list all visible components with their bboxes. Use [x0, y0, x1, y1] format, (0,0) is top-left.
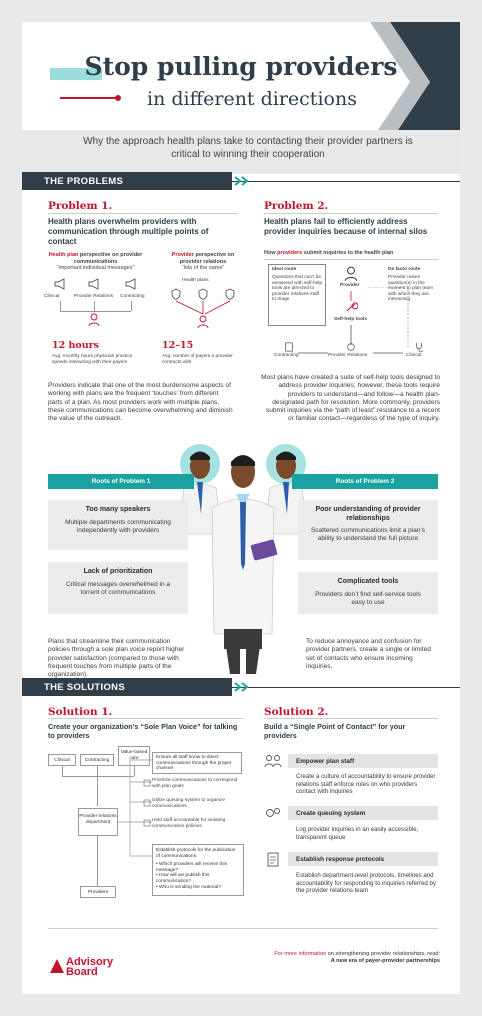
note-prioritize: Prioritize communications to correspond with plan goals: [152, 778, 238, 789]
problem1-label: Problem 1.: [48, 200, 113, 212]
roots-problem1-bar: Roots of Problem 1: [48, 474, 194, 489]
connector: [131, 301, 132, 311]
step-establish-response-protocols: Establish response protocols: [288, 852, 438, 866]
node-clinical: Clinical: [406, 353, 422, 358]
section-rule: [232, 687, 460, 688]
megaphone-icon: [88, 278, 100, 290]
shield-icon: [170, 288, 182, 300]
page-title: Stop pulling providers: [84, 52, 398, 81]
infographic-page: [22, 22, 460, 994]
note-queuing: Utilize queuing system to organize communications: [152, 798, 226, 809]
stat-payers-text: Avg. number of payers a provider contracts with: [162, 354, 233, 365]
connector: [94, 301, 95, 311]
box-provider-relations-department: Provider relations department: [78, 808, 118, 836]
icon-label-clinical: Clinical: [44, 294, 60, 299]
megaphone-icon: [125, 278, 137, 290]
shield-icon: [224, 288, 236, 300]
ideal-route-title: Ideal route: [272, 267, 297, 272]
checklist-icon: [143, 819, 151, 827]
connector: [97, 766, 98, 806]
gears-icon: [264, 806, 282, 820]
node-contracting: Contracting: [274, 353, 299, 358]
problem2-body: Most plans have created a suite of self-help tools designed to address provider inquiries; however, these tools require providers to understand—and follow—a health plan-designated path for resolution. More commonly, providers submit inquiries via the “path of least” resistance to a recent or familiar contact—regardless of the type of inquiry.: [261, 374, 440, 423]
provider-perspective: Provider perspective on provider relations “lots of the same”: [171, 252, 235, 271]
root-card-poor-understanding: Poor understanding of provider relationships Scattered communications limit a plan’s ability to understand the full picture: [298, 500, 438, 560]
solution2-heading: Build a “Single Point of Contact” for your providers: [264, 722, 406, 740]
double-chevron-icon: [232, 176, 256, 186]
document-icon: [284, 342, 294, 352]
health-plans-label: Health plans: [182, 278, 209, 283]
page-subtitle: in different directions: [147, 88, 357, 110]
queue-icon: [143, 799, 151, 807]
doctors-illustration: [170, 424, 316, 678]
box-value-based-care: Value-based care: [118, 746, 150, 766]
defacto-route-text: Provider raises question(s) in the moment to plan team with which they are interacting: [388, 275, 434, 303]
section-rule: [232, 181, 460, 182]
connector: [62, 766, 63, 776]
person-icon: [88, 313, 100, 327]
divider: [48, 718, 244, 719]
roots-problem2-bar: Roots of Problem 2: [292, 474, 438, 489]
section-problems-bar: THE PROBLEMS: [22, 172, 232, 190]
problem2-label: Problem 2.: [264, 200, 329, 212]
defacto-route-title: De facto route: [388, 267, 421, 272]
roots1-closing: Plans that streamline their communication policies through a sole plan voice report higher provider satisfaction (compared to those with frequent touches from multiple parts of the organization).: [48, 638, 185, 679]
root-card-lack-of-prioritization: Lack of prioritization Critical messages overwhelmed in a torrent of communications: [48, 562, 188, 614]
stethoscope-icon: [414, 342, 424, 352]
connector: [60, 311, 131, 312]
note-ensure-staff: Ensure all staff know to direct communications through the proper channel: [152, 752, 242, 774]
shield-icon: [197, 288, 209, 300]
ideal-route-text: Questions that can’t be answered with self-help tools are directed to provider relations staff to triage: [272, 275, 323, 303]
chevron-graphic: [370, 22, 460, 142]
problem1-heading: Health plans overwhelm providers with communication through multiple points of contact: [48, 217, 209, 246]
how-providers-caption: How providers submit inquiries to the health plan: [264, 250, 394, 256]
solution1-label: Solution 1.: [48, 706, 113, 718]
divider: [48, 213, 238, 214]
step-queuing-text: Log provider inquiries in an easily accessible, transparent queue: [296, 826, 419, 841]
box-clinical: Clinical: [48, 754, 76, 766]
solution2-label: Solution 2.: [264, 706, 329, 718]
divider: [264, 259, 438, 260]
people-icon: [264, 754, 282, 768]
logo-mark-icon: [50, 959, 64, 973]
node-provider-relations: Provider Relations: [328, 353, 368, 358]
problem2-heading: Health plans fail to efficiently address provider inquiries because of internal silos: [264, 217, 428, 236]
divider: [264, 718, 438, 719]
step-empower-plan-staff: Empower plan staff: [288, 754, 438, 768]
step-empower-text: Create a culture of accountability to ensure provider relations staff enforce rules on who providers contact with inquiries: [296, 773, 436, 796]
solution1-heading: Create your organization’s “Sole Plan Voice” for talking to providers: [48, 722, 238, 740]
divider: [48, 928, 438, 929]
stat-hours: 12 hours: [52, 340, 100, 351]
note-accountability: Hold staff accountable for violating communication policies: [152, 818, 226, 829]
intro-text: Why the approach health plans take to contacting their provider partners is critical to winning their cooperation: [83, 136, 413, 160]
self-help-node: Self-help tools: [334, 317, 368, 322]
footer-more-info[interactable]: For more information on strengthening provider relationships, read: A new era of payer-provider partnerships: [274, 951, 440, 964]
plan-perspective: Health plan perspective on provider communications “important individual messages”: [48, 252, 143, 271]
connector: [97, 836, 98, 886]
stat-payers: 12–15: [162, 340, 194, 351]
icon-label-contracting: Contracting: [120, 294, 145, 299]
advisory-board-logo: Advisory Board: [50, 957, 113, 977]
document-icon: [266, 852, 280, 868]
box-contracting: Contracting: [80, 754, 114, 766]
icon-label-provider-relations: Provider Relations: [74, 294, 114, 299]
list-icon: [143, 779, 151, 787]
problem1-body: Providers indicate that one of the most burdensome aspects of working with plans are the frequent ‘touches’ from different parts of a plan. As most providers work with multiple plans, these communications can become overwhelming and diminish the value of the outreach.: [48, 382, 233, 423]
step-create-queuing-system: Create queuing system: [288, 806, 438, 820]
megaphone-icon: [54, 278, 66, 290]
root-card-complicated-tools: Complicated tools Providers don’t find self-service tools easy to use: [298, 572, 438, 614]
section-solutions-bar: THE SOLUTIONS: [22, 678, 232, 696]
provider-node: Provider: [340, 283, 360, 288]
converging-arrows: [170, 300, 240, 316]
box-providers: Providers: [80, 886, 116, 898]
divider: [264, 213, 438, 214]
roots2-closing: To reduce annoyance and confusion for provider partners, create a single or limited set of contacts who ensure incoming inquiries.: [306, 638, 431, 670]
protocols-box: Establish protocols for the publication of communications: • Which providers will receive this message? • How will we publish this communication? • Who is sending the material?: [152, 844, 244, 896]
headset-icon: [346, 342, 356, 352]
connector: [60, 301, 61, 311]
double-chevron-icon: [232, 682, 256, 692]
person-icon: [344, 266, 358, 282]
step-protocols-text: Establish department-level protocols, timelines and accountability for responding to inquiries referred by the provider relations team: [296, 872, 436, 895]
person-icon: [197, 315, 209, 329]
root-card-too-many-speakers: Too many speakers Multiple departments communicating independently with providers: [48, 500, 188, 550]
stat-hours-text: Avg. monthly hours physician practice spends interacting with their payers: [52, 354, 133, 365]
